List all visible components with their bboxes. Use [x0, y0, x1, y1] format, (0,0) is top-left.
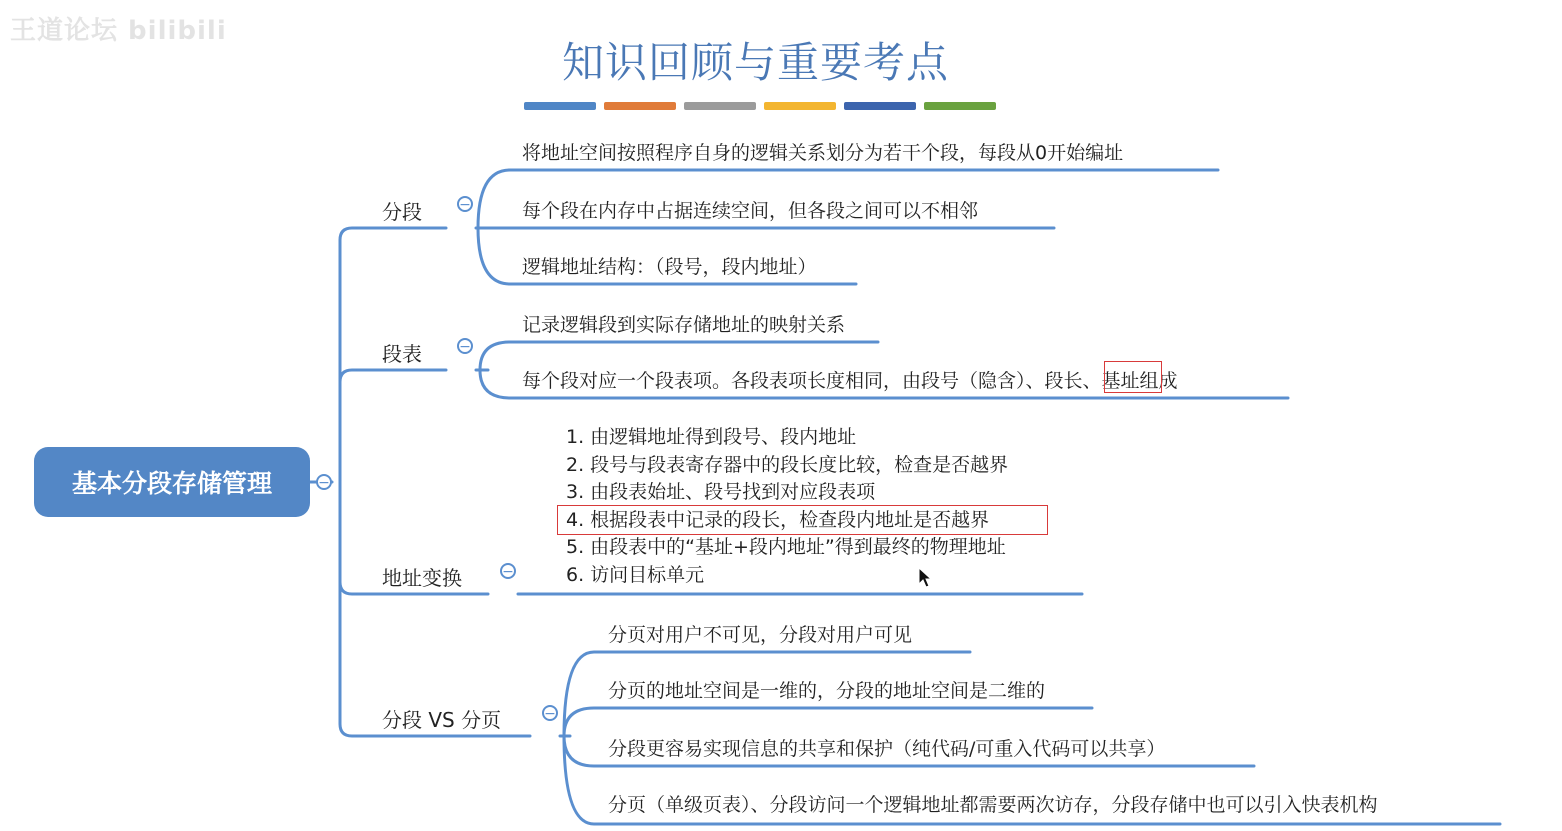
segment-table-item-2	[522, 366, 1178, 393]
seg-vs-page-item-3: 分段更容易实现信息的共享和保护（纯代码/可重入代码可以共享）	[608, 738, 1166, 760]
step-4: 4. 根据段表中记录的段长，检查段内地址是否越界	[566, 508, 990, 531]
step-5: 5. 由段表中的“基址+段内地址”得到最终的物理地址	[566, 536, 1006, 558]
seg-vs-page-item-4: 分页（单级页表）、分段访问一个逻辑地址都需要两次访存，分段存储中也可以引入快表机构	[608, 794, 1378, 816]
collapse-segment-table-icon[interactable]: −	[457, 338, 473, 354]
seg-vs-page-item-1: 分页对用户不可见，分段对用户可见	[608, 624, 913, 646]
seg-vs-page-item-2: 分页的地址空间是一维的，分段的地址空间是二维的	[608, 680, 1046, 702]
segment-table-item-1: 记录逻辑段到实际存储地址的映射关系	[522, 314, 846, 336]
step-6: 6. 访问目标单元	[566, 563, 705, 586]
step-3: 3. 由段表始址、段号找到对应段表项	[566, 481, 876, 503]
collapse-segmentation-icon[interactable]: −	[457, 196, 473, 212]
segmentation-item-3: 逻辑地址结构：（段号，段内地址）	[522, 256, 817, 278]
segment-table-item-2-pre: 每个段对应一个段表项。各段表项长度相同，由段号（隐含）、	[522, 370, 1045, 392]
segment-table-item-2-highlight: 段长	[1044, 370, 1083, 392]
page-title: 知识回顾与重要考点	[562, 38, 950, 87]
branch-segmentation-label[interactable]: 分段	[382, 200, 422, 224]
branch-seg-vs-page-label[interactable]: 分段 VS 分页	[382, 708, 502, 732]
step-2: 2. 段号与段表寄存器中的段长度比较，检查是否越界	[566, 453, 1009, 476]
mouse-cursor-icon	[918, 567, 934, 589]
root-node[interactable]: 基本分段存储管理	[34, 447, 310, 517]
branch-address-translation-label[interactable]: 地址变换	[382, 566, 462, 590]
segmentation-item-1: 将地址空间按照程序自身的逻辑关系划分为若干个段，每段从0开始编址	[522, 142, 1124, 164]
collapse-seg-vs-page-icon[interactable]: −	[542, 705, 558, 721]
watermark-logo: 王道论坛 bilibili	[10, 16, 227, 46]
collapse-root-icon[interactable]: −	[316, 474, 332, 490]
branch-segment-table-label[interactable]: 段表	[382, 342, 422, 366]
highlight-box-segment-length	[1104, 361, 1162, 393]
highlight-box-step-4	[557, 505, 1048, 535]
step-1: 1. 由逻辑地址得到段号、段内地址	[566, 426, 857, 448]
segment-table-item-2-post: 、基址组成	[1082, 370, 1178, 392]
segmentation-item-2: 每个段在内存中占据连续空间，但各段之间可以不相邻	[522, 200, 979, 222]
collapse-address-translation-icon[interactable]: −	[500, 563, 516, 579]
